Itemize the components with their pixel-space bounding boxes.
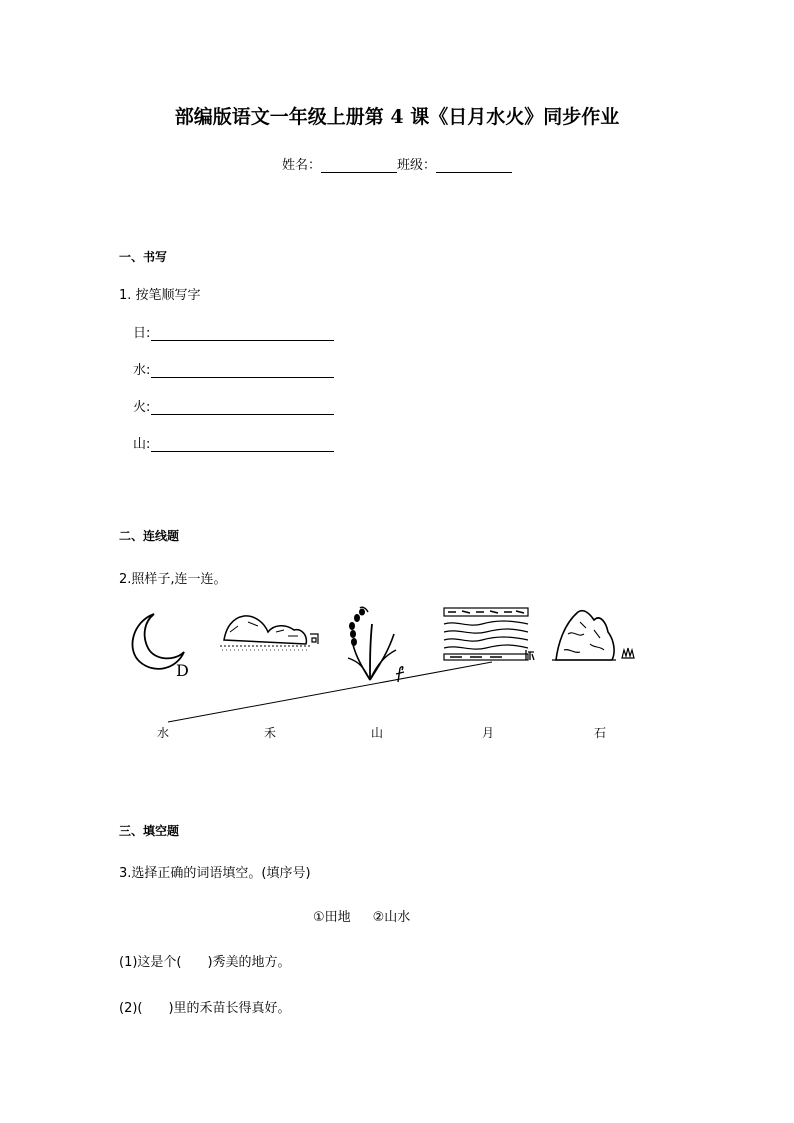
writing-label: 火: (133, 400, 151, 415)
writing-row-ri (133, 322, 334, 341)
option-shanshui: ②山水 (372, 910, 411, 925)
writing-row-huo (133, 396, 334, 415)
river-water-icon (442, 606, 536, 668)
char-shan[interactable]: 山 (371, 726, 384, 740)
name-label: 姓名： (281, 158, 321, 173)
writing-line[interactable] (151, 437, 334, 452)
page-title: 部编版语文一年级上册第 4 课《日月水火》同步作业 (174, 106, 620, 128)
writing-label: 水: (133, 363, 151, 378)
option-tiandi: ①田地 (313, 910, 351, 925)
writing-row-shui (133, 359, 334, 378)
name-field[interactable] (321, 158, 397, 173)
char-shi[interactable]: 石 (594, 726, 607, 740)
question-1: 1. 按笔顺写字 (119, 288, 201, 303)
char-shui[interactable]: 水 (157, 726, 170, 740)
student-info (0, 154, 794, 173)
section-heading-matching: 二、连线题 (119, 529, 180, 543)
fill-item-1[interactable]: (1)这是个( )秀美的地方。 (119, 955, 291, 970)
writing-line[interactable] (151, 400, 334, 415)
writing-label: 山: (133, 437, 151, 452)
writing-line[interactable] (151, 326, 334, 341)
mountain-icon (550, 604, 640, 666)
rocks-icon (218, 610, 322, 654)
moon-glyph: D (176, 661, 189, 680)
question-2: 2.照样子,连一连。 (119, 572, 227, 587)
class-label: 班级： (397, 158, 437, 173)
example-connection-line (160, 660, 520, 726)
writing-label: 日: (133, 326, 151, 341)
writing-row-shan (133, 433, 334, 452)
question-3: 3.选择正确的词语填空。(填序号) (119, 866, 311, 881)
fill-item-2[interactable]: (2)( )里的禾苗长得真好。 (119, 1001, 291, 1016)
class-field[interactable] (436, 158, 512, 173)
writing-line[interactable] (151, 363, 334, 378)
section-heading-fill-blank: 三、填空题 (119, 824, 180, 838)
char-yue[interactable]: 月 (482, 726, 495, 740)
word-options (313, 906, 410, 925)
section-heading-writing: 一、书写 (119, 250, 168, 264)
char-he[interactable]: 禾 (264, 726, 277, 740)
